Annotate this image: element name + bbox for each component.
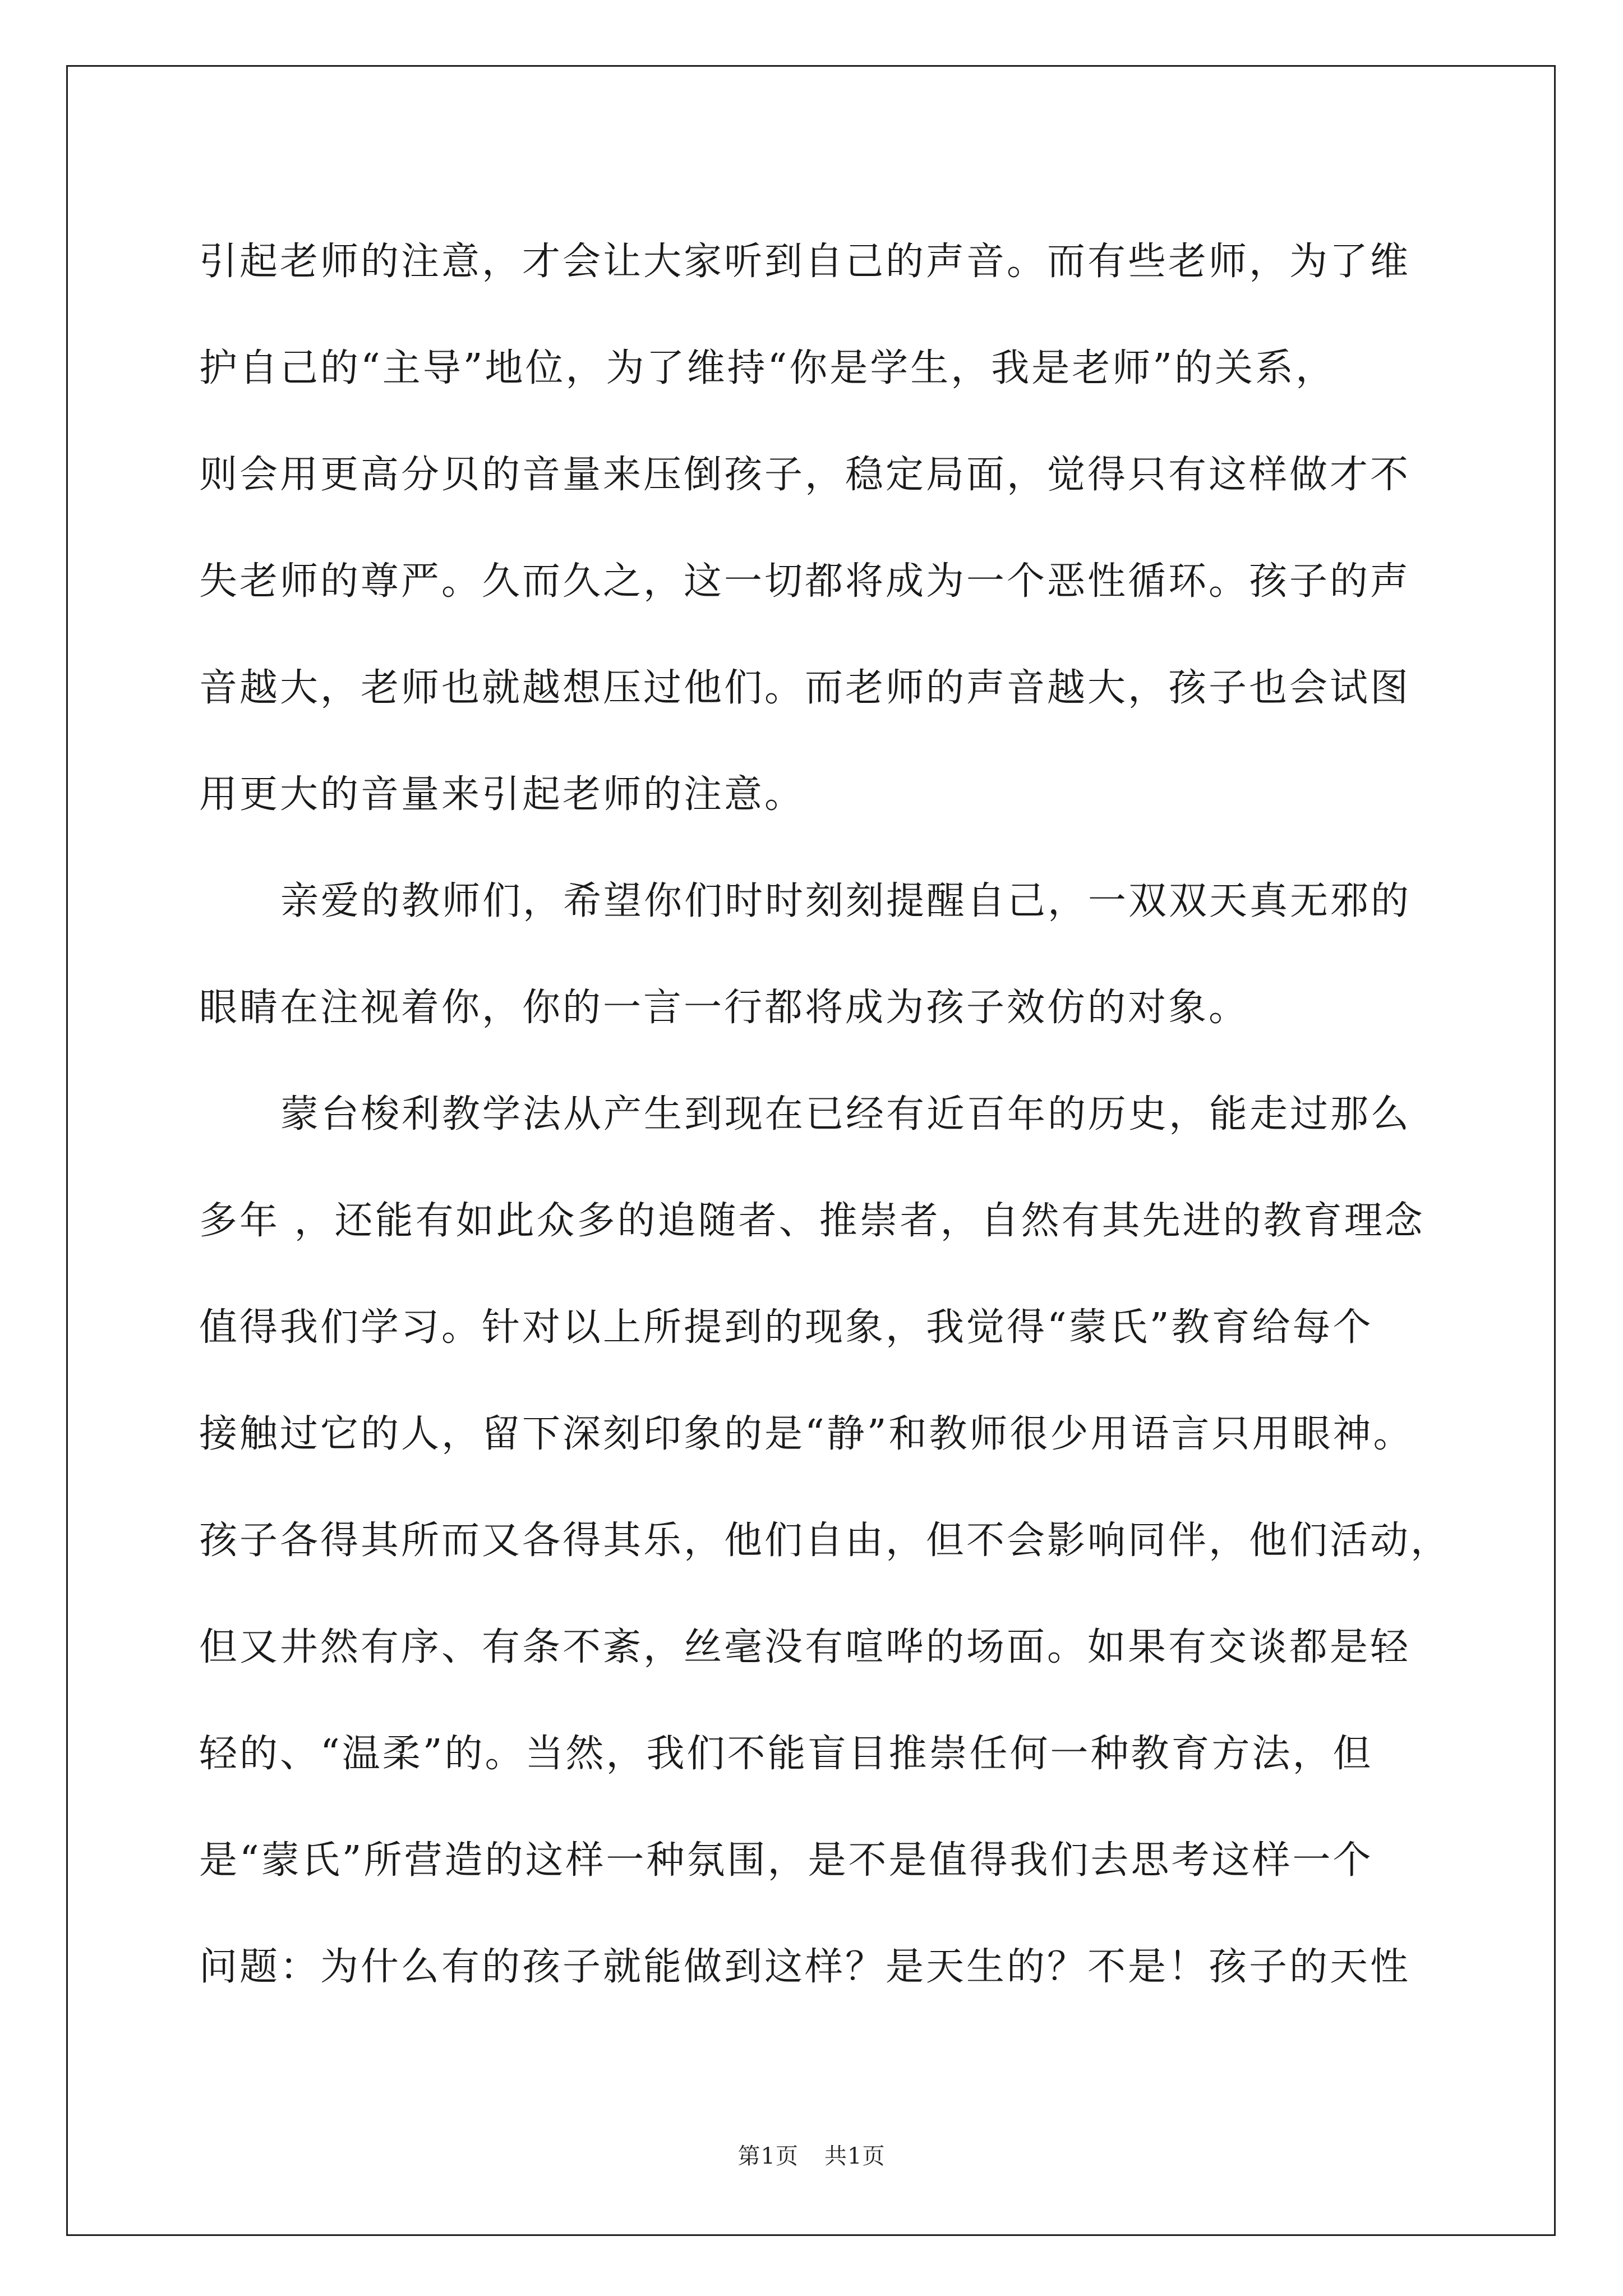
text-line: 用更大的音量来引起老师的注意。 <box>199 772 805 817</box>
document-body <box>199 209 1451 2021</box>
text-line: 则会用更高分贝的音量来压倒孩子，稳定局面，觉得只有这样做才不 <box>199 453 1411 497</box>
text-line: 音越大，老师也就越想压过他们。而老师的声音越大，孩子也会试图 <box>199 666 1411 710</box>
text-line: 眼睛在注视着你，你的一言一行都将成为孩子效仿的对象。 <box>199 986 1249 1030</box>
text-line: 值得我们学习。针对以上所提到的现象，我觉得“蒙氏”教育给每个 <box>199 1305 1373 1350</box>
page-number: 第1页 <box>737 2143 799 2169</box>
text-line: 问题：为什么有的孩子就能做到这样？是天生的？不是！孩子的天性 <box>199 1945 1411 1989</box>
page-footer <box>0 2138 1623 2170</box>
paragraph-first-line: 蒙台梭利教学法从产生到现在已经有近百年的历史，能走过那么 <box>280 1092 1412 1137</box>
text-line: 多年 ，还能有如此众多的追随者、推崇者，自然有其先进的教育理念 <box>199 1199 1425 1243</box>
text-line: 引起老师的注意，才会让大家听到自己的声音。而有些老师，为了维 <box>199 240 1411 284</box>
text-line: 接触过它的人，留下深刻印象的是“静”和教师很少用语言只用眼神。 <box>199 1412 1414 1456</box>
text-line: 轻的、“温柔”的。当然，我们不能盲目推崇任何一种教育方法，但 <box>199 1732 1373 1776</box>
paragraph-first-line: 亲爱的教师们，希望你们时时刻刻提醒自己，一双双天真无邪的 <box>280 879 1412 923</box>
text-line: 孩子各得其所而又各得其乐，他们自由，但不会影响同伴，他们活动， <box>199 1519 1451 1563</box>
text-line: 是“蒙氏”所营造的这样一种氛围，是不是值得我们去思考这样一个 <box>199 1838 1373 1883</box>
text-line: 但又井然有序、有条不紊，丝毫没有喧哗的场面。如果有交谈都是轻 <box>199 1625 1411 1669</box>
text-line: 护自己的“主导”地位，为了维持“你是学生，我是老师”的关系， <box>199 346 1336 390</box>
page-total: 共1页 <box>824 2143 886 2169</box>
text-line: 失老师的尊严。久而久之，这一切都将成为一个恶性循环。孩子的声 <box>199 559 1411 604</box>
